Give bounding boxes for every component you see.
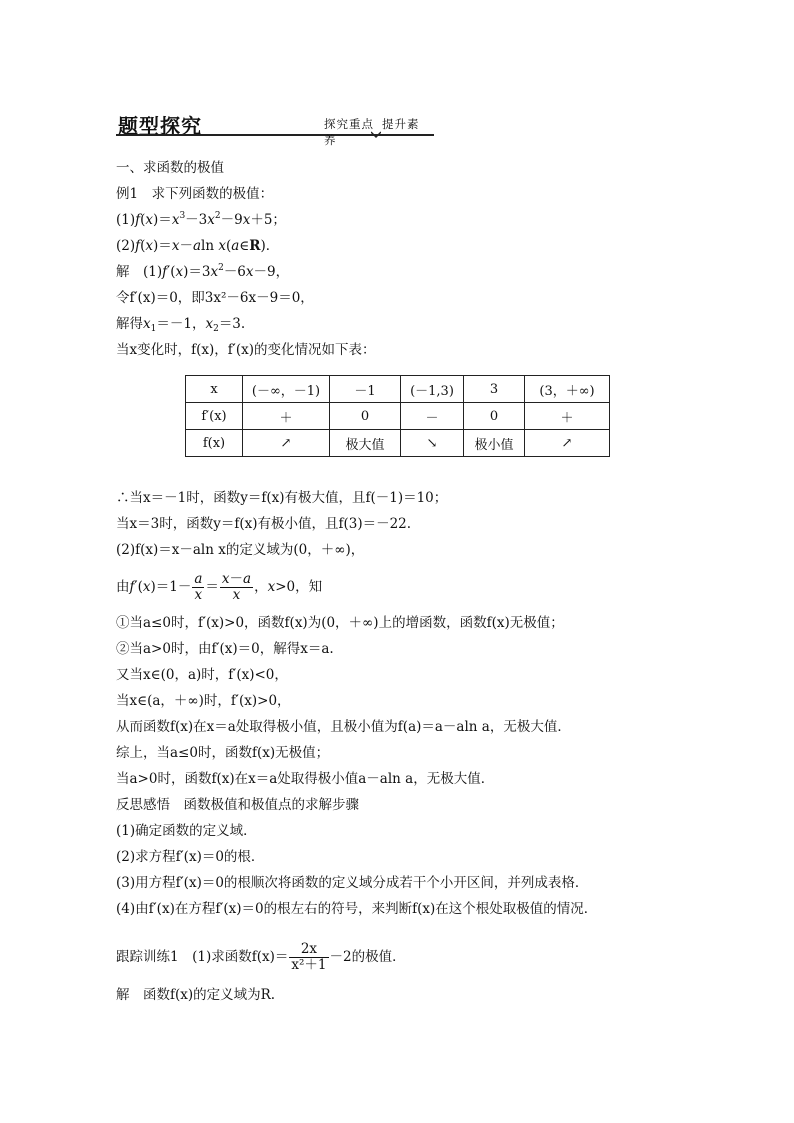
reflection-step: (2)求方程f′(x)＝0的根．: [116, 849, 265, 865]
fraction: $\frac{a}{x}$: [194, 571, 203, 603]
summary-2: 当a>0时，函数f(x)在x＝a处取得极小值a－aln a，无极大值．: [116, 771, 495, 787]
case-2-result: 从而函数f(x)在x＝a处取得极小值，且极小值为f(a)＝a－aln a，无极大值．: [116, 719, 571, 735]
practice-label: 跟踪训练1: [116, 949, 179, 965]
table-intro: 当x变化时，f(x)，f′(x)的变化情况如下表：: [116, 342, 376, 358]
practice-solution-label: 解: [116, 987, 130, 1003]
header-notch-icon: [371, 131, 381, 138]
example-prompt: [116, 185, 273, 203]
table-cell: (－∞，－1): [243, 376, 330, 403]
table-cell: ＋: [243, 403, 330, 430]
fraction: [289, 942, 328, 973]
practice-prompt: [116, 940, 406, 974]
part2-domain: (2)f(x)＝x－aln x的定义域为(0，＋∞)，: [116, 542, 365, 558]
summary-1: 综上，当a≤0时，函数f(x)无极值；: [116, 745, 330, 761]
fraction-denominator: x²＋1: [291, 957, 327, 973]
conclusion-min: 当x＝3时，函数y＝f(x)有极小值，且f(3)＝－22.: [116, 516, 412, 532]
case-1: ①当a≤0时，f′(x)>0，函数f(x)为(0，＋∞)上的增函数，函数f(x)无极值；: [116, 615, 564, 631]
table-cell: ↘: [401, 430, 464, 457]
reflection-step: (1)确定函数的定义域．: [116, 823, 257, 839]
example-part-1: $(1)f(x)=x^3-3x^2-9x+5$；: [116, 211, 286, 228]
table-cell: ＋: [525, 403, 610, 430]
solution-label: 解: [116, 264, 130, 280]
variation-table: [185, 375, 610, 457]
table-cell: 3: [464, 376, 525, 403]
table-cell: －1: [330, 376, 401, 403]
table-row: [186, 376, 610, 403]
table-cell: 0: [464, 403, 525, 430]
reflection-heading: [116, 796, 359, 814]
example-text: 求下列函数的极值：: [151, 186, 274, 202]
table-row: [186, 430, 610, 457]
fraction: $\frac{x-a}{x}$: [221, 571, 252, 603]
example-label: 例1: [116, 186, 139, 202]
table-cell: 极小值: [464, 430, 525, 457]
row-header-f: f(x): [186, 430, 243, 457]
row-header-x: x: [186, 376, 243, 403]
solution-line-2: 令f′(x)＝0，即3x²－6x－9＝0，: [116, 290, 314, 306]
practice-solution: [116, 986, 275, 1004]
table-cell: 0: [330, 403, 401, 430]
solution-line-1: 解 $(1)f'(x)=3x^2-6x-9$，: [116, 263, 290, 280]
reflection-step: (4)由f′(x)在方程f′(x)＝0的根左右的符号，来判断f(x)在这个根处取极值的情况．: [116, 901, 598, 917]
practice-post: －2的极值．: [329, 949, 406, 965]
conclusion-max: ∴当x＝－1时，函数y＝f(x)有极大值，且f(－1)＝10；: [116, 490, 448, 506]
table-cell: ↗: [525, 430, 610, 457]
section-header: [116, 110, 436, 147]
table-cell: ↗: [243, 430, 330, 457]
reflection-label: 反思感悟: [116, 797, 170, 813]
case-2: ②当a>0时，由f′(x)＝0，解得x＝a.: [116, 641, 334, 657]
row-header-fprime: f′(x): [186, 403, 243, 430]
practice-solution-text: 函数f(x)的定义域为R.: [143, 987, 276, 1003]
case-2-right: 当x∈(a，＋∞)时，f′(x)>0，: [116, 693, 291, 709]
reflection-step: (3)用方程f′(x)＝0的根顺次将函数的定义域分成若干个小开区间，并列成表格．: [116, 875, 589, 891]
fraction-numerator: 2x: [289, 942, 328, 958]
header-sub-right: 提升素养: [324, 117, 420, 147]
part2-derivative: 由f′(x)＝1－ $\frac{a}{x}$ ＝ $\frac{x-a}{x}$ ，x>0，知: [116, 571, 323, 603]
header-sub-left: 探究重点: [324, 117, 374, 131]
practice-pre: (1)求函数f(x)＝: [192, 949, 289, 965]
section-title: 题型探究: [118, 114, 202, 138]
table-cell: －: [401, 403, 464, 430]
table-cell: (3，＋∞): [525, 376, 610, 403]
solution-roots: 解得$x_1=-1$，$x_2=3$.: [116, 316, 246, 334]
table-cell: (－1,3): [401, 376, 464, 403]
table-cell: 极大值: [330, 430, 401, 457]
table-row: [186, 403, 610, 430]
case-2-left: 又当x∈(0，a)时，f′(x)<0，: [116, 667, 288, 683]
example-part-2: (2)f(x)＝x－aln x(a∈R)．: [116, 238, 280, 254]
section-heading: 一、求函数的极值: [116, 160, 224, 176]
reflection-title: 函数极值和极值点的求解步骤: [183, 797, 359, 813]
